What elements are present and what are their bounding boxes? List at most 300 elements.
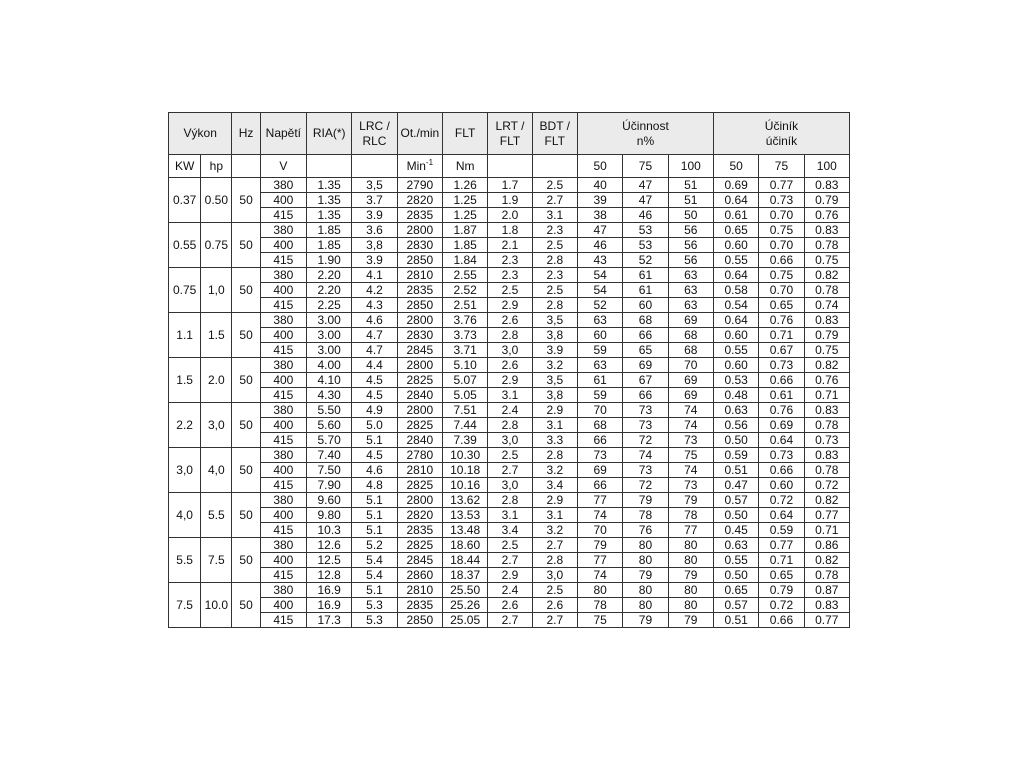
table-row (169, 613, 850, 628)
cell-pf-100: 0.78 (804, 283, 849, 298)
cell-voltage: 400 (260, 328, 306, 343)
cell-eff-50: 59 (577, 388, 622, 403)
cell-eff-100: 56 (668, 223, 713, 238)
cell-pf-50: 0.57 (713, 598, 758, 613)
cell-bdt: 3.3 (532, 433, 577, 448)
cell-flt: 1.85 (442, 238, 487, 253)
cell-lrc: 4.7 (352, 343, 397, 358)
cell-eff-50: 78 (577, 598, 622, 613)
cell-eff-100: 51 (668, 193, 713, 208)
table-row (169, 568, 850, 583)
cell-pf-100: 0.77 (804, 508, 849, 523)
cell-eff-75: 76 (623, 523, 668, 538)
cell-pf-100: 0.83 (804, 313, 849, 328)
cell-lrt: 3,0 (488, 433, 532, 448)
cell-lrt: 2.3 (488, 253, 532, 268)
header-row (169, 113, 850, 155)
cell-lrc: 4.5 (352, 373, 397, 388)
cell-lrc: 4.2 (352, 283, 397, 298)
cell-eff-75: 52 (623, 253, 668, 268)
cell-pf-100: 0.71 (804, 523, 849, 538)
cell-eff-75: 60 (623, 298, 668, 313)
cell-pf-75: 0.73 (759, 358, 804, 373)
cell-eff-100: 74 (668, 403, 713, 418)
cell-pf-75: 0.70 (759, 208, 804, 223)
cell-ria: 7.40 (307, 448, 352, 463)
cell-kw: 4,0 (169, 493, 201, 538)
cell-voltage: 380 (260, 223, 306, 238)
cell-pf-100: 0.75 (804, 343, 849, 358)
cell-voltage: 380 (260, 403, 306, 418)
cell-kw: 0.37 (169, 178, 201, 223)
cell-hz: 50 (232, 178, 260, 223)
cell-pf-100: 0.86 (804, 538, 849, 553)
cell-pf-100: 0.78 (804, 568, 849, 583)
cell-eff-100: 80 (668, 598, 713, 613)
table-row (169, 388, 850, 403)
cell-lrc: 5.4 (352, 553, 397, 568)
cell-pf-75: 0.77 (759, 178, 804, 193)
cell-eff-75: 80 (623, 538, 668, 553)
cell-ria: 7.90 (307, 478, 352, 493)
cell-eff-50: 69 (577, 463, 622, 478)
cell-hz: 50 (232, 448, 260, 493)
cell-eff-100: 80 (668, 553, 713, 568)
cell-voltage: 415 (260, 253, 306, 268)
cell-pf-50: 0.56 (713, 418, 758, 433)
cell-eff-75: 68 (623, 313, 668, 328)
cell-pf-75: 0.75 (759, 223, 804, 238)
cell-ria: 1.35 (307, 193, 352, 208)
cell-pf-75: 0.67 (759, 343, 804, 358)
cell-hz: 50 (232, 493, 260, 538)
cell-pf-50: 0.55 (713, 343, 758, 358)
cell-eff-50: 54 (577, 268, 622, 283)
cell-eff-100: 68 (668, 328, 713, 343)
cell-ria: 3.00 (307, 313, 352, 328)
cell-bdt: 2.5 (532, 283, 577, 298)
cell-voltage: 400 (260, 553, 306, 568)
cell-eff-50: 59 (577, 343, 622, 358)
cell-pf-100: 0.71 (804, 388, 849, 403)
cell-voltage: 380 (260, 268, 306, 283)
cell-pf-50: 0.58 (713, 283, 758, 298)
cell-flt: 1.84 (442, 253, 487, 268)
table-row (169, 598, 850, 613)
unit-nm: Nm (442, 155, 487, 178)
cell-lrc: 3,8 (352, 238, 397, 253)
cell-pf-75: 0.72 (759, 598, 804, 613)
cell-voltage: 380 (260, 358, 306, 373)
cell-eff-50: 38 (577, 208, 622, 223)
unit-pf-50: 50 (713, 155, 758, 178)
cell-flt: 18.37 (442, 568, 487, 583)
table-row (169, 448, 850, 463)
cell-lrc: 3,5 (352, 178, 397, 193)
cell-pf-75: 0.71 (759, 328, 804, 343)
cell-pf-100: 0.73 (804, 433, 849, 448)
header-bdt-text: BDT / FLT (539, 118, 570, 148)
cell-lrc: 5.3 (352, 613, 397, 628)
cell-eff-50: 46 (577, 238, 622, 253)
cell-lrc: 5.1 (352, 508, 397, 523)
cell-bdt: 3,5 (532, 373, 577, 388)
cell-hp: 2.0 (201, 358, 232, 403)
cell-hp: 5.5 (201, 493, 232, 538)
cell-lrc: 4.8 (352, 478, 397, 493)
unit-min-exp: -1 (425, 158, 434, 167)
cell-ria: 1.35 (307, 178, 352, 193)
cell-lrt: 3,0 (488, 343, 532, 358)
cell-pf-100: 0.87 (804, 583, 849, 598)
cell-voltage: 400 (260, 463, 306, 478)
cell-lrc: 4.9 (352, 403, 397, 418)
cell-voltage: 380 (260, 448, 306, 463)
cell-pf-100: 0.77 (804, 613, 849, 628)
cell-eff-50: 74 (577, 508, 622, 523)
cell-bdt: 3.2 (532, 358, 577, 373)
cell-eff-100: 63 (668, 268, 713, 283)
header-flt: FLT (442, 113, 487, 155)
cell-voltage: 400 (260, 418, 306, 433)
cell-eff-75: 46 (623, 208, 668, 223)
cell-eff-50: 60 (577, 328, 622, 343)
cell-ria: 17.3 (307, 613, 352, 628)
cell-bdt: 2.7 (532, 613, 577, 628)
cell-kw: 0.55 (169, 223, 201, 268)
cell-kw: 0.75 (169, 268, 201, 313)
unit-min (397, 155, 442, 178)
table-row (169, 583, 850, 598)
cell-voltage: 415 (260, 433, 306, 448)
cell-eff-100: 73 (668, 478, 713, 493)
table-row (169, 178, 850, 193)
cell-flt: 1.25 (442, 193, 487, 208)
cell-eff-75: 73 (623, 403, 668, 418)
cell-pf-50: 0.64 (713, 313, 758, 328)
header-lrt-text: LRT / FLT (495, 118, 525, 148)
cell-pf-50: 0.60 (713, 328, 758, 343)
cell-voltage: 415 (260, 298, 306, 313)
cell-pf-50: 0.59 (713, 448, 758, 463)
unit-min-text: Min (406, 159, 426, 173)
cell-flt: 25.26 (442, 598, 487, 613)
cell-rpm: 2800 (397, 493, 442, 508)
cell-pf-50: 0.60 (713, 358, 758, 373)
cell-bdt: 2.5 (532, 583, 577, 598)
cell-eff-50: 61 (577, 373, 622, 388)
cell-hp: 1,0 (201, 268, 232, 313)
cell-pf-75: 0.60 (759, 478, 804, 493)
cell-voltage: 380 (260, 538, 306, 553)
cell-bdt: 3.2 (532, 523, 577, 538)
cell-rpm: 2780 (397, 448, 442, 463)
cell-eff-50: 66 (577, 433, 622, 448)
cell-rpm: 2800 (397, 358, 442, 373)
cell-lrc: 5.0 (352, 418, 397, 433)
cell-flt: 18.44 (442, 553, 487, 568)
cell-eff-100: 79 (668, 568, 713, 583)
header-ucinnost (577, 113, 713, 155)
cell-pf-75: 0.64 (759, 508, 804, 523)
cell-pf-100: 0.83 (804, 598, 849, 613)
cell-eff-75: 66 (623, 328, 668, 343)
table-row (169, 493, 850, 508)
table-row (169, 283, 850, 298)
cell-eff-100: 79 (668, 493, 713, 508)
cell-flt: 2.51 (442, 298, 487, 313)
cell-voltage: 400 (260, 193, 306, 208)
cell-flt: 7.39 (442, 433, 487, 448)
cell-eff-50: 70 (577, 523, 622, 538)
cell-ria: 5.70 (307, 433, 352, 448)
cell-lrc: 3.9 (352, 208, 397, 223)
cell-eff-50: 47 (577, 223, 622, 238)
cell-bdt: 3.2 (532, 463, 577, 478)
cell-voltage: 415 (260, 568, 306, 583)
cell-pf-100: 0.78 (804, 463, 849, 478)
cell-ria: 3.00 (307, 343, 352, 358)
cell-pf-50: 0.69 (713, 178, 758, 193)
unit-hz-empty (232, 155, 260, 178)
table-row (169, 523, 850, 538)
unit-pf-75: 75 (759, 155, 804, 178)
cell-eff-75: 78 (623, 508, 668, 523)
cell-pf-100: 0.83 (804, 403, 849, 418)
unit-eff-50: 50 (577, 155, 622, 178)
cell-ria: 12.6 (307, 538, 352, 553)
cell-lrc: 5.3 (352, 598, 397, 613)
cell-flt: 10.30 (442, 448, 487, 463)
cell-flt: 25.05 (442, 613, 487, 628)
cell-pf-50: 0.50 (713, 568, 758, 583)
unit-lrt-empty (488, 155, 532, 178)
cell-rpm: 2800 (397, 313, 442, 328)
cell-lrt: 2.5 (488, 448, 532, 463)
cell-eff-50: 80 (577, 583, 622, 598)
table-row (169, 433, 850, 448)
cell-pf-50: 0.57 (713, 493, 758, 508)
cell-eff-100: 75 (668, 448, 713, 463)
cell-pf-75: 0.75 (759, 268, 804, 283)
cell-rpm: 2820 (397, 508, 442, 523)
cell-lrt: 2.5 (488, 283, 532, 298)
cell-flt: 1.87 (442, 223, 487, 238)
cell-rpm: 2825 (397, 373, 442, 388)
cell-pf-75: 0.66 (759, 373, 804, 388)
cell-flt: 13.53 (442, 508, 487, 523)
cell-lrt: 2.6 (488, 313, 532, 328)
cell-bdt: 2.5 (532, 178, 577, 193)
cell-pf-100: 0.83 (804, 223, 849, 238)
cell-lrc: 3.6 (352, 223, 397, 238)
cell-rpm: 2820 (397, 193, 442, 208)
cell-flt: 18.60 (442, 538, 487, 553)
cell-eff-50: 77 (577, 553, 622, 568)
cell-eff-75: 80 (623, 598, 668, 613)
cell-pf-75: 0.73 (759, 448, 804, 463)
cell-voltage: 415 (260, 388, 306, 403)
cell-pf-100: 0.82 (804, 553, 849, 568)
cell-eff-50: 75 (577, 613, 622, 628)
cell-flt: 2.55 (442, 268, 487, 283)
cell-eff-100: 50 (668, 208, 713, 223)
cell-pf-50: 0.54 (713, 298, 758, 313)
cell-bdt: 3,8 (532, 328, 577, 343)
unit-kw: KW (169, 155, 201, 178)
unit-eff-100: 100 (668, 155, 713, 178)
cell-ria: 4.30 (307, 388, 352, 403)
unit-lrc-empty (352, 155, 397, 178)
cell-eff-100: 80 (668, 583, 713, 598)
cell-rpm: 2850 (397, 253, 442, 268)
cell-eff-50: 54 (577, 283, 622, 298)
cell-lrc: 5.1 (352, 493, 397, 508)
header-bdt (532, 113, 577, 155)
cell-lrt: 2.8 (488, 328, 532, 343)
cell-eff-75: 69 (623, 358, 668, 373)
cell-flt: 13.48 (442, 523, 487, 538)
cell-pf-100: 0.79 (804, 193, 849, 208)
cell-pf-50: 0.63 (713, 538, 758, 553)
cell-flt: 2.52 (442, 283, 487, 298)
cell-lrc: 4.5 (352, 388, 397, 403)
cell-ria: 16.9 (307, 598, 352, 613)
cell-kw: 1.1 (169, 313, 201, 358)
cell-voltage: 400 (260, 508, 306, 523)
cell-flt: 5.10 (442, 358, 487, 373)
cell-pf-75: 0.69 (759, 418, 804, 433)
cell-eff-75: 79 (623, 613, 668, 628)
cell-eff-100: 80 (668, 538, 713, 553)
table-row (169, 538, 850, 553)
cell-lrt: 3.1 (488, 388, 532, 403)
cell-hp: 4,0 (201, 448, 232, 493)
cell-hz: 50 (232, 223, 260, 268)
cell-voltage: 400 (260, 598, 306, 613)
cell-eff-75: 53 (623, 223, 668, 238)
cell-eff-75: 61 (623, 268, 668, 283)
cell-ria: 2.20 (307, 268, 352, 283)
cell-lrt: 2.9 (488, 298, 532, 313)
cell-eff-50: 74 (577, 568, 622, 583)
cell-eff-100: 69 (668, 313, 713, 328)
cell-pf-100: 0.82 (804, 358, 849, 373)
cell-eff-50: 40 (577, 178, 622, 193)
cell-lrc: 5.1 (352, 433, 397, 448)
cell-eff-50: 63 (577, 313, 622, 328)
cell-ria: 2.20 (307, 283, 352, 298)
motor-spec-table (168, 112, 850, 628)
cell-eff-50: 39 (577, 193, 622, 208)
cell-voltage: 415 (260, 523, 306, 538)
cell-hz: 50 (232, 538, 260, 583)
cell-pf-75: 0.77 (759, 538, 804, 553)
cell-eff-75: 53 (623, 238, 668, 253)
table-row (169, 328, 850, 343)
cell-bdt: 2.8 (532, 298, 577, 313)
cell-rpm: 2850 (397, 298, 442, 313)
cell-eff-100: 79 (668, 613, 713, 628)
table-row (169, 253, 850, 268)
cell-ria: 2.25 (307, 298, 352, 313)
cell-flt: 7.44 (442, 418, 487, 433)
cell-pf-100: 0.82 (804, 268, 849, 283)
cell-rpm: 2845 (397, 343, 442, 358)
cell-ria: 7.50 (307, 463, 352, 478)
header-ucinik-text: Účiník účiník (764, 118, 799, 148)
cell-rpm: 2840 (397, 388, 442, 403)
cell-lrc: 4.1 (352, 268, 397, 283)
table-row (169, 268, 850, 283)
cell-eff-50: 52 (577, 298, 622, 313)
cell-flt: 3.76 (442, 313, 487, 328)
cell-rpm: 2845 (397, 553, 442, 568)
unit-pf-100: 100 (804, 155, 849, 178)
cell-rpm: 2835 (397, 208, 442, 223)
cell-bdt: 3.1 (532, 208, 577, 223)
cell-pf-75: 0.73 (759, 193, 804, 208)
table-row (169, 238, 850, 253)
cell-eff-100: 74 (668, 463, 713, 478)
cell-pf-100: 0.83 (804, 178, 849, 193)
cell-eff-100: 68 (668, 343, 713, 358)
cell-flt: 10.16 (442, 478, 487, 493)
cell-rpm: 2835 (397, 283, 442, 298)
cell-bdt: 3.1 (532, 508, 577, 523)
cell-flt: 3.71 (442, 343, 487, 358)
cell-eff-50: 43 (577, 253, 622, 268)
cell-hz: 50 (232, 268, 260, 313)
table-row (169, 343, 850, 358)
cell-kw: 7.5 (169, 583, 201, 628)
cell-voltage: 415 (260, 613, 306, 628)
cell-lrc: 4.5 (352, 448, 397, 463)
cell-eff-75: 61 (623, 283, 668, 298)
header-lrc-text: LRC / RLC (359, 118, 390, 148)
cell-pf-75: 0.72 (759, 493, 804, 508)
cell-voltage: 380 (260, 493, 306, 508)
cell-lrt: 2.7 (488, 553, 532, 568)
cell-pf-50: 0.64 (713, 193, 758, 208)
cell-eff-75: 66 (623, 388, 668, 403)
cell-pf-75: 0.66 (759, 463, 804, 478)
cell-lrt: 3.4 (488, 523, 532, 538)
cell-lrt: 1.8 (488, 223, 532, 238)
cell-ria: 1.85 (307, 238, 352, 253)
cell-bdt: 2.9 (532, 403, 577, 418)
cell-lrt: 2.9 (488, 568, 532, 583)
table-row (169, 193, 850, 208)
cell-lrc: 5.1 (352, 523, 397, 538)
cell-hz: 50 (232, 583, 260, 628)
cell-lrc: 4.6 (352, 463, 397, 478)
unit-bdt-empty (532, 155, 577, 178)
cell-eff-100: 74 (668, 418, 713, 433)
cell-hp: 0.75 (201, 223, 232, 268)
cell-pf-100: 0.79 (804, 328, 849, 343)
cell-flt: 25.50 (442, 583, 487, 598)
cell-pf-75: 0.79 (759, 583, 804, 598)
cell-eff-75: 47 (623, 178, 668, 193)
cell-bdt: 3,0 (532, 568, 577, 583)
unit-hp: hp (201, 155, 232, 178)
cell-pf-50: 0.50 (713, 508, 758, 523)
cell-voltage: 380 (260, 178, 306, 193)
cell-pf-100: 0.78 (804, 238, 849, 253)
cell-bdt: 2.8 (532, 553, 577, 568)
cell-bdt: 2.8 (532, 253, 577, 268)
